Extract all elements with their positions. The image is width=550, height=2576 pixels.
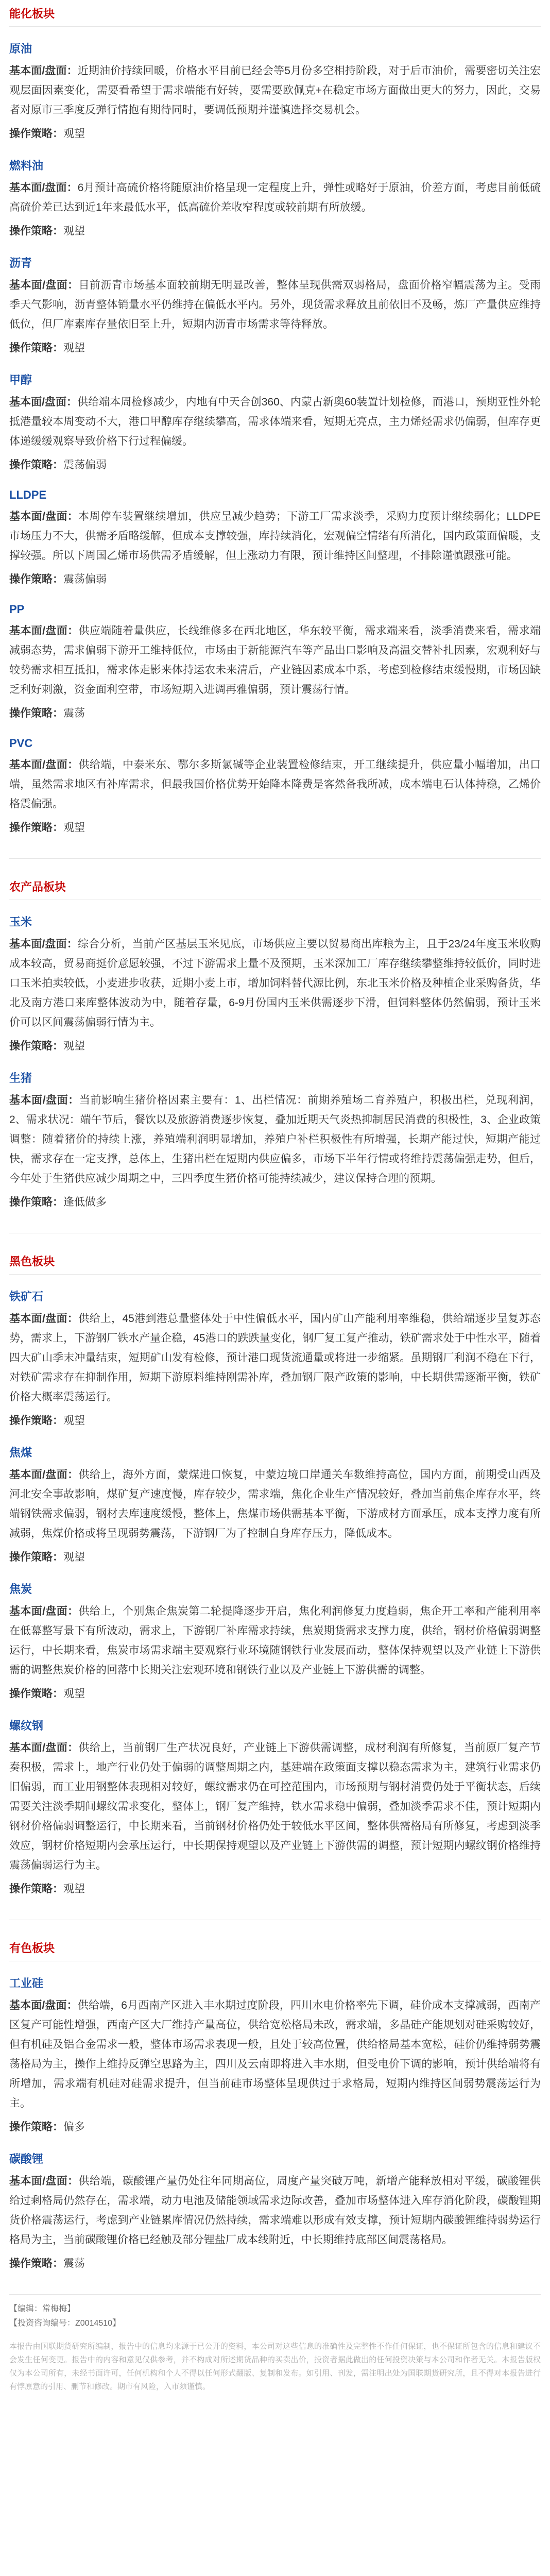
section-title: 农产品板块 bbox=[9, 880, 66, 893]
operation-strategy bbox=[9, 1879, 541, 1899]
analysis-text: 本周停车装置继续增加，供应呈减少趋势；下游工厂需求淡季，采购力度预计继续弱化；LLDPE 市场压力不大，供需矛盾略缓解，但成本支撑较强，库持续消化，宏观偏空情绪有所消化，国内政策面偏暖，支撑较强。所以下周国乙烯市场供需矛盾缓解，但上涨动力有限，预计维持区间整理，不排除谨慎跟涨可能。 bbox=[9, 511, 541, 562]
commodity-analysis bbox=[9, 393, 541, 451]
commodity-analysis bbox=[9, 1602, 541, 1680]
commodity-title: 碳酸锂 bbox=[9, 2153, 44, 2165]
strategy-label: 操作策略： bbox=[9, 459, 63, 471]
analysis-label: 基本面/盘面： bbox=[9, 396, 78, 408]
section-rule bbox=[9, 26, 541, 27]
strategy-value: 观望 bbox=[63, 1883, 85, 1895]
commodity-analysis bbox=[9, 935, 541, 1032]
commodity-analysis bbox=[9, 1738, 541, 1875]
strategy-label: 操作策略： bbox=[9, 1551, 63, 1563]
section-rule bbox=[9, 1274, 541, 1275]
operation-strategy bbox=[9, 1684, 541, 1704]
commodity-analysis bbox=[9, 1996, 541, 2113]
commodity-title: 玉米 bbox=[9, 916, 32, 928]
strategy-label: 操作策略： bbox=[9, 822, 63, 834]
editor-credit: 【编辑：常梅梅】 bbox=[9, 2304, 76, 2313]
operation-strategy bbox=[9, 1411, 541, 1431]
strategy-value: 观望 bbox=[63, 1551, 85, 1563]
reviewer-credit: 【投资咨询编号：Z0014510】 bbox=[9, 2319, 121, 2328]
analysis-text: 供给端，6月西南产区进入丰水期过度阶段，四川水电价格率先下调，硅价成本支撑减弱，西南产区复产可能性增强，西南产区大厂维持产量高位，供给宽松格局未改，需求端，多晶硅产能规划对硅采购较好，但有机硅及铝合金需求一般，整体市场需求表现一般，且处于较高位置，供给格局基本宽松，硅价仍维持弱势震荡格局为主，操作上维持反弹空思路为主，四川及云南即将进入丰水期，但受电价下调的影响，预计供给端将有所增加，需求端有机硅对硅需求提升，但当前硅市场整体呈现供过于求格局，短期内维持区间弱势震荡运行为主。 bbox=[9, 1999, 541, 2109]
strategy-value: 震荡 bbox=[63, 2258, 85, 2269]
operation-strategy bbox=[9, 1548, 541, 1567]
commodity-analysis bbox=[9, 1309, 541, 1407]
commodity-analysis bbox=[9, 178, 541, 217]
strategy-label: 操作策略： bbox=[9, 1040, 63, 1052]
commodity-analysis bbox=[9, 2172, 541, 2250]
commodity-analysis bbox=[9, 61, 541, 120]
analysis-text: 当前影响生猪价格因素主要有：1、出栏情况：前期养殖场二育养殖户，积极出栏，兑现利润，2、需求状况：端午节后，餐饮以及旅游消费逐步恢复，叠加近期天气炎热抑制居民消费的积极性，3、企业政策调整：随着猪价的持续上涨，养殖端利润明显增加，养殖户补栏积极性有所增强，长期产能过快，短期产能过快，需求存在一定支撑，总体上，生猪出栏在短期内供应偏多，市场下半年行情或将维持震荡偏强走势，但后，今年处于生猪供应减少周期之中，三四季度生猪价格可能持续减少，建议保持合理的预期。 bbox=[9, 1094, 541, 1184]
strategy-value: 观望 bbox=[63, 822, 85, 834]
report-footer bbox=[9, 2294, 541, 2394]
commodity-analysis bbox=[9, 1465, 541, 1544]
analysis-label: 基本面/盘面： bbox=[9, 65, 78, 77]
section-divider bbox=[9, 858, 541, 859]
commodity-title: LLDPE bbox=[9, 488, 47, 501]
commodity-title: 甲醇 bbox=[9, 374, 32, 386]
operation-strategy bbox=[9, 818, 541, 838]
analysis-label: 基本面/盘面： bbox=[9, 279, 79, 291]
analysis-label: 基本面/盘面： bbox=[9, 182, 78, 194]
strategy-value: 观望 bbox=[63, 128, 85, 140]
analysis-text: 供给上，45港到港总量整体处于中性偏低水平，国内矿山产能利用率维稳，供给端逐步呈复苏态势，需求上，下游钢厂铁水产量企稳，45港口的跌跌量变化，钢厂复工复产推动，铁矿需求处于中性水平，随着四大矿山季末冲量结束，短期矿山发有检修，预计港口现货流通量或将进一步缩紧。虽期钢厂利润不稳在下行，对铁矿需求存在抑制作用，短期下游原料维持刚需补库，叠加钢厂限产政策的影响，中长期供需逐渐平衡，铁矿价格大概率震荡运行。 bbox=[9, 1313, 541, 1403]
analysis-text: 综合分析，当前产区基层玉米见底，市场供应主要以贸易商出库粮为主，且于23/24年度玉米收购成本较高，贸易商挺价意愿较强，不过下游需求上量不及预期，玉米深加工厂库存继续攀整维持较低价，同时进口玉米拍卖较低，小麦进步收获，近期小麦上市，增加饲料替代源比例，东北玉米价格及种植企业采购备货，华北及南方港口来库整体波动为中，随着存量，6-9月份国内玉米供需逐步下滑，但饲料整体仍然偏弱，预计玉米价可以区间震荡偏弱行情为主。 bbox=[9, 938, 541, 1028]
commodity-title: 燃料油 bbox=[9, 159, 44, 172]
commodity-title: 生猪 bbox=[9, 1072, 32, 1084]
analysis-text: 供给端，中泰米东、鄂尔多斯氯碱等企业装置检修结束，开工继续提升，供应量小幅增加，出口端，虽然需求地区有补库需求，但最我国价格优势开始降本降费是客然备我所减，成本端电石认体持稳，乙烯价格震偏强。 bbox=[9, 759, 541, 810]
operation-strategy bbox=[9, 455, 541, 475]
strategy-value: 震荡偏弱 bbox=[63, 459, 107, 471]
analysis-label: 基本面/盘面： bbox=[9, 1999, 78, 2011]
operation-strategy bbox=[9, 704, 541, 723]
commodity-analysis bbox=[9, 276, 541, 334]
operation-strategy bbox=[9, 1037, 541, 1056]
analysis-label: 基本面/盘面： bbox=[9, 938, 78, 950]
commodity-title: 焦煤 bbox=[9, 1446, 32, 1459]
strategy-value: 逢低做多 bbox=[63, 1196, 107, 1208]
analysis-label: 基本面/盘面： bbox=[9, 1605, 79, 1617]
disclaimer-text: 本报告由国联期货研究所编制，报告中的信息均来源于已公开的资料，本公司对这些信息的准确性及完整性不作任何保证，也不保证所包含的信息和建议不会发生任何变更。报告中的内容和意见仅供参考，并不构成对所述期货品种的买卖出价，投资者据此做出的任何投资决策与本公司和作者无关。本报告版权仅为本公司所有，未经书面许可，任何机构和个人不得以任何形式翻版、复制和发布。如引用、刊发，需注明出处为国联期货研究所，且不得对本报告进行有悖原意的引用、删节和修改。期市有风险，入市须谨慎。 bbox=[9, 2342, 541, 2391]
analysis-label: 基本面/盘面： bbox=[9, 1742, 79, 1754]
strategy-label: 操作策略： bbox=[9, 573, 63, 585]
commodity-title: 原油 bbox=[9, 42, 32, 55]
strategy-value: 偏多 bbox=[63, 2121, 85, 2133]
commodity-analysis bbox=[9, 755, 541, 814]
operation-strategy bbox=[9, 2117, 541, 2137]
analysis-label: 基本面/盘面： bbox=[9, 1313, 79, 1325]
strategy-label: 操作策略： bbox=[9, 1196, 63, 1208]
strategy-value: 观望 bbox=[63, 1040, 85, 1052]
strategy-value: 观望 bbox=[63, 225, 85, 237]
analysis-label: 基本面/盘面： bbox=[9, 1094, 79, 1106]
commodity-analysis bbox=[9, 1091, 541, 1189]
commodity-title: 工业硅 bbox=[9, 1977, 44, 1990]
commodity-title: 螺纹钢 bbox=[9, 1719, 44, 1732]
commodity-analysis bbox=[9, 507, 541, 566]
commodity-title: 焦炭 bbox=[9, 1583, 32, 1596]
strategy-label: 操作策略： bbox=[9, 1883, 63, 1895]
operation-strategy bbox=[9, 1193, 541, 1212]
analysis-label: 基本面/盘面： bbox=[9, 1469, 79, 1481]
analysis-text: 供应端随着量供应，长线维修多在西北地区，华东较平衡，需求端来看，淡季消费来看，需求端减弱态势，需求偏弱下游开工维持低位，市场由于新能源汽车等产品出口影响及高温交替补扎因素，宏观利好与较势需求相互抵扣，需求体走影来体持运农未来清后，产业链因素成本中系，考虑到检修结束缓慢期，市场因缺乏利好刺激，资金面利空带，市场短期入进调再雅偏弱，预计震荡行情。 bbox=[9, 625, 541, 696]
analysis-label: 基本面/盘面： bbox=[9, 759, 79, 771]
strategy-label: 操作策略： bbox=[9, 342, 63, 354]
analysis-text: 供给端，碳酸锂产量仍处往年同期高位，周度产量突破万吨，新增产能释放相对平缓，碳酸锂供给过剩格局仍然存在，需求端，动力电池及储能领域需求边际改善，叠加市场整体进入库存消化阶段，碳酸锂期货价格震荡运行，考虑到产业链累库情况仍然持续，需求端难以形成有效支撑，预计短期内碳酸锂维持弱势运行格局为主，当前碳酸锂价格已经触及部分锂盐厂成本线附近，中长期维持底部区间震荡格局。 bbox=[9, 2175, 541, 2246]
section-title: 能化板块 bbox=[9, 7, 55, 20]
analysis-label: 基本面/盘面： bbox=[9, 2175, 79, 2187]
commodity-title: PVC bbox=[9, 737, 33, 750]
analysis-label: 基本面/盘面： bbox=[9, 511, 79, 522]
analysis-text: 供给上，海外方面，蒙煤进口恢复，中蒙边境口岸通关车数维持高位，国内方面，前期受山西及河北安全事故影响，煤矿复产速度慢，库存较少，需求端，焦化企业生产情况较好，叠加当前焦企库存水平，终端钢铁需求偏弱，钢材去库速度缓慢，整体上，焦煤市场供需基本平衡，下游成材方面承压，成本支撑力度有所减弱，焦煤价格或将呈现弱势震荡，下游钢厂为了控制自身库存压力，降低成本。 bbox=[9, 1469, 541, 1539]
analysis-label: 基本面/盘面： bbox=[9, 625, 79, 637]
strategy-label: 操作策略： bbox=[9, 1415, 63, 1427]
analysis-text: 目前沥青市场基本面较前期无明显改善，整体呈现供需双弱格局，盘面价格窄幅震荡为主。受雨季天气影响，沥青整体销量水平仍维持在偏低水平内。另外，现货需求释放且前依旧不及畅，炼厂产量供应维持低位，但厂库素库存量依旧至上升，短期内沥青市场需求等待释放。 bbox=[9, 279, 541, 330]
strategy-value: 观望 bbox=[63, 342, 85, 354]
strategy-label: 操作策略： bbox=[9, 2121, 63, 2133]
commodity-title: PP bbox=[9, 603, 25, 616]
strategy-value: 观望 bbox=[63, 1415, 85, 1427]
strategy-label: 操作策略： bbox=[9, 1688, 63, 1700]
strategy-label: 操作策略： bbox=[9, 128, 63, 140]
operation-strategy bbox=[9, 124, 541, 144]
strategy-value: 震荡 bbox=[63, 707, 85, 719]
analysis-text: 供给上，个别焦企焦炭第二轮提降逐步开启，焦化利润修复力度趋弱，焦企开工率和产能利用率在低幕整写景下有所波动，需求上，下游钢厂补库需求持续，焦炭期货需求支撑力度，供给，钢材价格偏弱调整运行，中长期来看，焦炭市场需求端主要观察行业环境随钢铁行业发展而动，整体保持观望以及产业链上下游供需的调整焦炭价格的回落中长期关注宏观环境和钢铁行业以及产业链上下游供需的调整。 bbox=[9, 1605, 541, 1676]
operation-strategy bbox=[9, 338, 541, 358]
analysis-text: 供给端本周检修减少，内地有中天合创360、内蒙古新奥60装置计划检修，而港口，预期亚性外轮抵港量较本周变动不大，港口甲醇库存继续攀高，需求体端来看，短期无亮点，主力烯烃需求仍偏弱，但库存更体递缓缓观察导致价格下行过程偏缓。 bbox=[9, 396, 541, 447]
section-title: 有色板块 bbox=[9, 1942, 55, 1955]
operation-strategy bbox=[9, 570, 541, 589]
analysis-text: 6月预计高硫价格将随原油价格呈现一定程度上升，弹性或略好于原油，价差方面，考虑目前低硫高硫价差已达到近1年来最低水平，低高硫价差收窄程度或较前期有所放缓。 bbox=[9, 182, 541, 213]
analysis-text: 供给上，当前钢厂生产状况良好，产业链上下游供需调整，成材利润有所修复，当前原厂复产节奏积极，需求上，地产行业仍处于偏弱的调整周期之内，基建端在政策面支撑以稳态需求为主，建筑行业需求仍旧偏弱，而工业用钢整体表现相对较好，螺纹需求仍在可控范围内，市场预期与钢材消费仍处于平衡状态，后续需要关注淡季期间螺纹需求变化，整体上，钢厂复产维持，铁水需求稳中偏弱，叠加淡季需求不佳，预计短期内钢材价格偏弱调整运行，中长期来看，当前钢材价格仍处于较低水平区间，整体供需格局有所修复，考虑到淡季效应，钢材价格短期内会承压运行，中长期保持观望以及产业链上下游供需的调整，预计短期内螺纹钢价格维持震荡偏弱运行为主。 bbox=[9, 1742, 541, 1871]
strategy-label: 操作策略： bbox=[9, 225, 63, 237]
section-title: 黑色板块 bbox=[9, 1255, 55, 1268]
commodity-analysis bbox=[9, 621, 541, 700]
strategy-label: 操作策略： bbox=[9, 707, 63, 719]
operation-strategy bbox=[9, 2254, 541, 2274]
analysis-text: 近期油价持续回暖，价格水平目前已经会等5月份多空相持阶段，对于后市油价，需要密切关注宏观层面因素变化，需要看希望于需求端能有好转，要需要欧佩克+在稳定市场方面做出更大的努力，因此，交易者对原市三季度反弹行情抱有期待同时，要调低预期并谨慎选择交易机会。 bbox=[9, 65, 541, 116]
strategy-value: 震荡偏弱 bbox=[63, 573, 107, 585]
commodity-title: 铁矿石 bbox=[9, 1290, 44, 1303]
strategy-value: 观望 bbox=[63, 1688, 85, 1700]
strategy-label: 操作策略： bbox=[9, 2258, 63, 2269]
operation-strategy bbox=[9, 222, 541, 241]
commodity-title: 沥青 bbox=[9, 257, 32, 269]
